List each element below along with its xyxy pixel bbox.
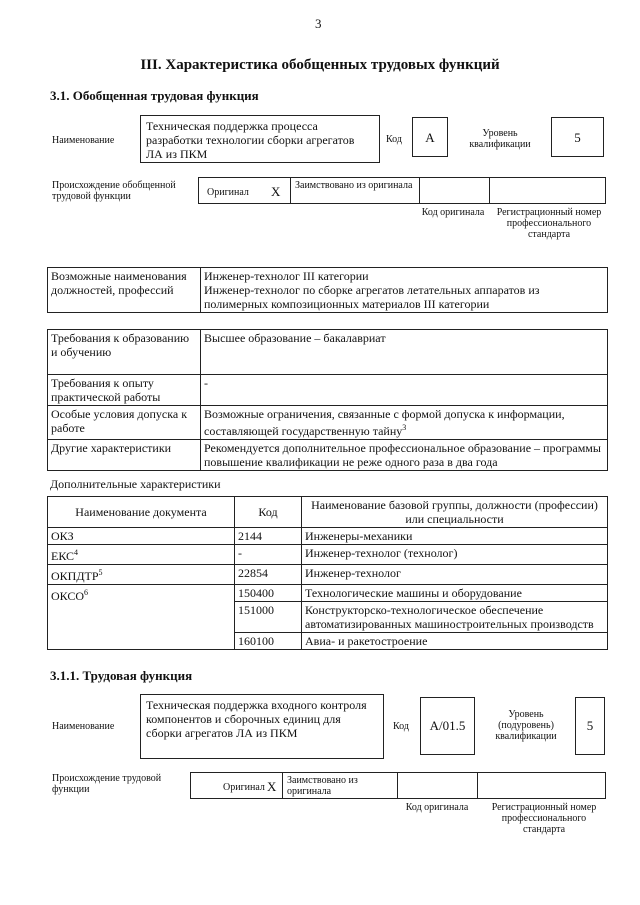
req-other-value: Рекомендуется дополнительное профессиональное образование – программы повышение квалификации не реже одного раза в два года [201,440,608,471]
gtf-origin-label: Происхождение обобщенной трудовой функции [52,180,176,202]
requirements-table [47,329,608,471]
row-name: Технологические машины и оборудование [302,585,608,602]
gtf-origin-box [198,177,606,204]
tf-origin-borrowed: Заимствовано из оригинала [287,775,358,797]
row-code: 151000 [235,602,302,633]
req-other-label: Другие характеристики [48,440,201,471]
divider [489,178,490,203]
gtf-level-value: 5 [551,117,604,157]
table-row [48,585,608,602]
row-doc: ОКСО [51,589,85,603]
footnote-ref: 3 [402,423,407,432]
divider [419,178,420,203]
divider [397,773,398,798]
row-name: Конструкторско-технологическое обеспечение автоматизированных машиностроительных производств [302,602,608,633]
additional-title: Дополнительные характеристики [50,477,221,491]
row-code: 2144 [235,528,302,545]
row-name: Инженеры-механики [302,528,608,545]
tf-level-label: Уровень (подуровень) квалификации [495,709,557,742]
gtf-level-label: Уровень квалификации [469,128,531,150]
row-name: Инженер-технолог (технолог) [302,545,608,565]
gtf-code-label: Код [386,134,402,145]
footnote-ref: 5 [98,568,103,577]
tf-heading: 3.1.1. Трудовая функция [50,668,193,683]
req-experience-label: Требования к опыту практической работы [48,375,201,406]
row-doc: ОКПДТР [51,569,99,583]
table-row [48,565,608,585]
gtf-origin-reg-caption: Регистрационный номер профессионального стандарта [496,207,602,240]
tf-origin-reg-caption: Регистрационный номер профессионального стандарта [491,802,597,835]
req-experience-value: - [201,375,608,406]
positions-label: Возможные наименования должностей, профессий [48,268,201,313]
tf-code-value: А/01.5 [420,697,475,755]
divider [477,773,478,798]
footnote-ref: 4 [74,548,79,557]
gtf-origin-original: Оригинал [207,187,249,198]
tf-level-value: 5 [575,697,605,755]
tf-origin-box [190,772,606,799]
tf-origin-label: Происхождение трудовой функции [52,773,162,795]
req-education-label: Требования к образованию и обучению [48,330,201,375]
positions-table [47,267,608,313]
positions-line2: Инженер-технолог по сборке агрегатов летательных аппаратов из полимерных композиционных материалов III категории [204,283,540,311]
gtf-origin-mark: X [271,184,281,199]
gtf-name-value: Техническая поддержка процесса разработки технологии сборки агрегатов ЛА из ПКМ [140,115,380,163]
gtf-code-value: А [412,117,448,157]
req-conditions-label: Особые условия допуска к работе [48,406,201,440]
tf-code-label: Код [393,721,409,732]
col-header-code: Код [235,497,302,528]
gtf-heading: 3.1. Обобщенная трудовая функция [50,88,259,103]
divider [282,773,283,798]
row-doc: ЕКС [51,549,75,563]
req-conditions-value: Возможные ограничения, связанные с формой допуска к информации, составляющей государственную тайну [204,407,565,438]
divider [290,178,291,203]
row-code: 160100 [235,633,302,650]
req-education-value: Высшее образование – бакалавриат [201,330,608,375]
table-row [48,528,608,545]
tf-origin-original: Оригинал [223,782,265,793]
positions-line1: Инженер-технолог III категории [204,269,369,283]
row-doc: ОКЗ [51,529,74,543]
table-row [48,545,608,565]
gtf-name-label: Наименование [52,135,115,146]
additional-table [47,496,608,650]
col-header-doc: Наименование документа [48,497,235,528]
tf-origin-mark: X [267,779,277,794]
tf-name-value: Техническая поддержка входного контроля компонентов и сборочных единиц для сборки агрегатов ЛА из ПКМ [140,694,384,759]
row-code: - [235,545,302,565]
col-header-name: Наименование базовой группы, должности (профессии) или специальности [302,497,608,528]
row-code: 22854 [235,565,302,585]
row-name: Инженер-технолог [302,565,608,585]
row-code: 150400 [235,585,302,602]
row-name: Авиа- и ракетостроение [302,633,608,650]
page-number: 3 [315,16,322,31]
section-title: III. Характеристика обобщенных трудовых функций [140,57,500,73]
gtf-origin-borrowed: Заимствовано из оригинала [295,180,413,191]
footnote-ref: 6 [84,588,89,597]
tf-origin-code-caption: Код оригинала [405,802,469,813]
gtf-origin-code-caption: Код оригинала [421,207,485,218]
tf-name-label: Наименование [52,721,115,732]
